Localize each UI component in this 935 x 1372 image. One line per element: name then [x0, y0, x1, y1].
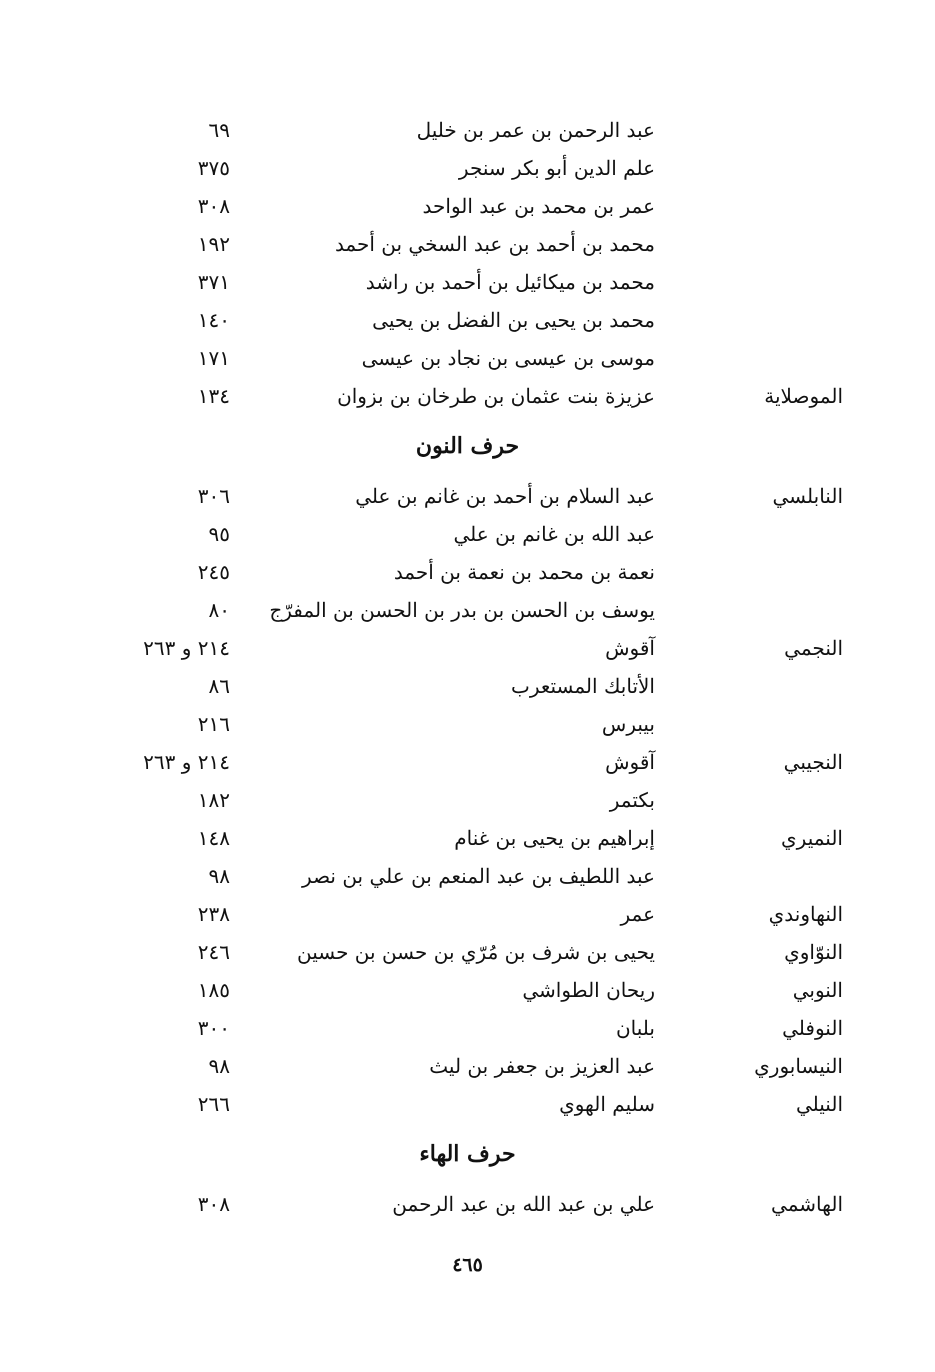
index-row — [0, 339, 935, 377]
nisba-label: النميري — [781, 826, 843, 850]
index-row — [0, 591, 935, 629]
page-reference: ٢١٤ و ٢٦٣ — [143, 636, 230, 660]
nisba-label: النيلي — [795, 1092, 843, 1116]
page-reference: ١٣٤ — [197, 384, 230, 408]
index-row — [0, 895, 935, 933]
person-name: إبراهيم بن يحيى بن غنام — [454, 826, 655, 850]
person-name: آقوش — [605, 636, 655, 660]
page-reference: ٣٠٨ — [197, 194, 230, 218]
page-reference: ٨٠ — [208, 598, 230, 622]
index-row — [0, 263, 935, 301]
person-name: عبد اللطيف بن عبد المنعم بن علي بن نصر — [302, 864, 655, 888]
index-row — [0, 629, 935, 667]
nisba-label: النهاوندي — [768, 902, 843, 926]
person-name: بيبرس — [601, 712, 655, 736]
index-row — [0, 225, 935, 263]
person-name: سليم الهوي — [559, 1092, 655, 1116]
person-name: عبد السلام بن أحمد بن غانم بن علي — [355, 484, 655, 508]
page-reference: ٣٠٦ — [197, 484, 230, 508]
page-reference: ٣٠٨ — [197, 1192, 230, 1216]
nisba-label: النوفلي — [782, 1016, 843, 1040]
person-name: محمد بن يحيى بن الفضل بن يحيى — [372, 308, 655, 332]
index-row — [0, 377, 935, 415]
person-name: بكتمر — [609, 788, 655, 812]
page-reference: ١٤٠ — [197, 308, 230, 332]
nisba-label: النابلسي — [772, 484, 843, 508]
index-row — [0, 1009, 935, 1047]
index-row — [0, 971, 935, 1009]
page-reference: ٩٥ — [208, 522, 230, 546]
person-name: ريحان الطواشي — [522, 978, 655, 1002]
page-reference: ٢٤٥ — [197, 560, 230, 584]
nisba-label: النوبي — [792, 978, 843, 1002]
person-name: آقوش — [605, 750, 655, 774]
person-name: يحيى بن شرف بن مُرّي بن حسن بن حسين — [296, 940, 655, 964]
person-name: علم الدين أبو بكر سنجر — [458, 156, 655, 180]
page-reference: ٢٤٦ — [197, 940, 230, 964]
page-reference: ١٨٢ — [197, 788, 230, 812]
index-row — [0, 819, 935, 857]
index-row — [0, 301, 935, 339]
person-name: عزيزة بنت عثمان بن طرخان بن بزوان — [337, 384, 655, 408]
person-name: محمد بن أحمد بن عبد السخي بن أحمد — [334, 232, 655, 256]
page-reference: ٦٩ — [208, 118, 230, 142]
person-name: محمد بن ميكائيل بن أحمد بن راشد — [365, 270, 655, 294]
person-name: عبد الرحمن بن عمر بن خليل — [416, 118, 655, 142]
page-number: ٤٦٥ — [452, 1254, 483, 1276]
section-heading: حرف الهاء — [419, 1141, 516, 1167]
person-name: عبد الله بن غانم بن علي — [453, 522, 655, 546]
index-row — [0, 743, 935, 781]
page-reference: ٩٨ — [208, 1054, 230, 1078]
index-row — [0, 933, 935, 971]
index-row — [0, 553, 935, 591]
person-name: بلبان — [615, 1016, 655, 1040]
person-name: عمر — [620, 902, 655, 926]
nisba-label: الهاشمي — [771, 1192, 843, 1216]
index-row — [0, 705, 935, 743]
nisba-label: النيسابوري — [754, 1054, 843, 1078]
page-reference: ٣٧١ — [197, 270, 230, 294]
section-heading: حرف النون — [415, 433, 520, 459]
person-name: الأتابك المستعرب — [510, 674, 655, 698]
page-reference: ٢١٤ و ٢٦٣ — [143, 750, 230, 774]
page-reference: ٣٧٥ — [197, 156, 230, 180]
page-reference: ٣٠٠ — [197, 1016, 230, 1040]
person-name: موسى بن عيسى بن نجاد بن عيسى — [361, 346, 655, 370]
page-reference: ١٤٨ — [197, 826, 230, 850]
page-reference: ٩٨ — [208, 864, 230, 888]
page-reference: ٢٦٦ — [197, 1092, 230, 1116]
index-row — [0, 187, 935, 225]
person-name: علي بن عبد الله بن عبد الرحمن — [392, 1192, 655, 1216]
index-row — [0, 857, 935, 895]
index-row — [0, 1085, 935, 1123]
nisba-label: الموصلاية — [764, 384, 843, 408]
person-name: يوسف بن الحسن بن بدر بن الحسن بن المفرّج — [269, 598, 655, 622]
page-reference: ١٧١ — [197, 346, 230, 370]
person-name: نعمة بن محمد بن نعمة بن أحمد — [393, 560, 655, 584]
index-row — [0, 477, 935, 515]
index-row — [0, 515, 935, 553]
page-reference: ١٩٢ — [197, 232, 230, 256]
page-reference: ٢٣٨ — [197, 902, 230, 926]
index-row — [0, 781, 935, 819]
nisba-label: النجيبي — [783, 750, 843, 774]
page-reference: ٨٦ — [208, 674, 230, 698]
person-name: عمر بن محمد بن عبد الواحد — [422, 194, 655, 218]
index-row — [0, 667, 935, 705]
nisba-label: النجمي — [784, 636, 843, 660]
index-row — [0, 1047, 935, 1085]
index-row — [0, 149, 935, 187]
nisba-label: النوّاوي — [784, 940, 843, 964]
index-row — [0, 1185, 935, 1223]
index-row — [0, 111, 935, 149]
person-name: عبد العزيز بن جعفر بن ليث — [429, 1054, 655, 1078]
page-reference: ١٨٥ — [197, 978, 230, 1002]
page-reference: ٢١٦ — [197, 712, 230, 736]
